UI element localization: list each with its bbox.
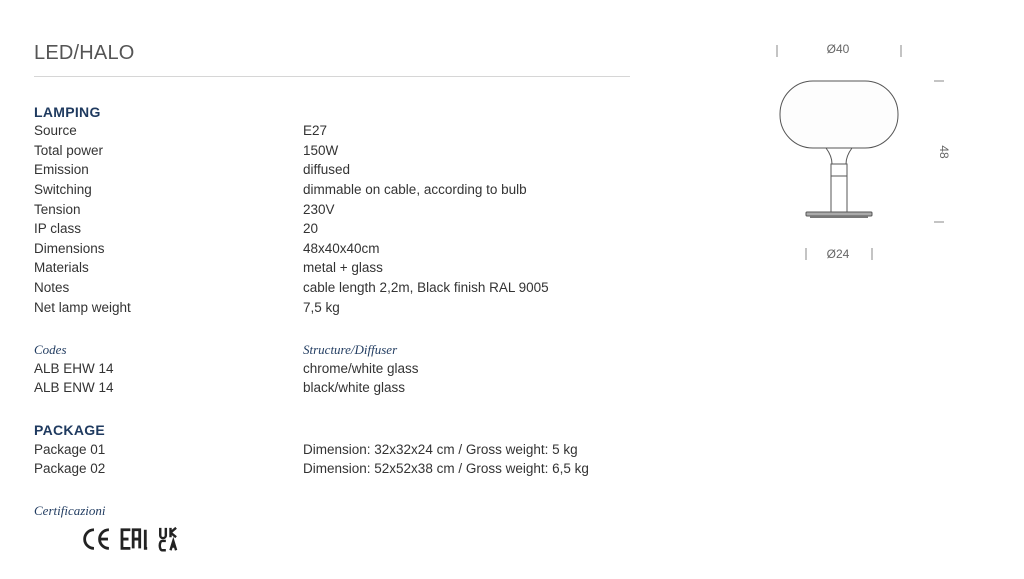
dim-width-top: Ø40 xyxy=(826,42,850,56)
codes-label: Codes xyxy=(34,342,67,357)
package-row xyxy=(34,461,634,481)
code-row xyxy=(34,361,634,381)
certifications-label: Certificazioni xyxy=(34,503,106,518)
code-key: ALB EHW 14 xyxy=(34,361,114,376)
dim-height: 48 xyxy=(937,145,951,159)
lamp-globe xyxy=(780,81,898,148)
code-value: chrome/white glass xyxy=(303,361,419,376)
structure-diffuser-label: Structure/Diffuser xyxy=(303,342,398,357)
ce-mark-icon xyxy=(85,530,109,549)
spec-row-source xyxy=(34,123,634,143)
spec-value: diffused xyxy=(303,162,351,177)
spec-key: IP class xyxy=(34,221,82,236)
product-dimension-drawing xyxy=(760,36,960,271)
spec-key: Source xyxy=(34,123,77,138)
spec-row-materials xyxy=(34,260,634,280)
eac-mark-icon xyxy=(122,530,147,549)
spec-row-emission xyxy=(34,162,634,182)
spec-value: 150W xyxy=(303,143,339,158)
spec-key: Switching xyxy=(34,182,92,197)
spec-row-total-power xyxy=(34,143,634,163)
dim-width-base: Ø24 xyxy=(826,247,850,261)
spec-key: Emission xyxy=(34,162,89,177)
lamp-stem-lower xyxy=(831,176,847,212)
page-title: LED/HALO xyxy=(34,42,135,64)
spec-value: dimmable on cable, according to bulb xyxy=(303,182,527,197)
package-key: Package 02 xyxy=(34,461,106,476)
spec-key: Dimensions xyxy=(34,241,105,256)
lamp-base xyxy=(806,212,872,216)
spec-value: 48x40x40cm xyxy=(303,241,380,256)
spec-row-net-weight xyxy=(34,300,634,320)
package-row xyxy=(34,442,634,462)
code-key: ALB ENW 14 xyxy=(34,380,114,395)
code-value: black/white glass xyxy=(303,380,406,395)
spec-value: 230V xyxy=(303,202,335,217)
spec-value: metal + glass xyxy=(303,260,383,275)
package-value: Dimension: 52x52x38 cm / Gross weight: 6,5 kg xyxy=(303,461,589,476)
spec-value: 7,5 kg xyxy=(303,300,340,315)
spec-key: Notes xyxy=(34,280,70,295)
spec-row-dimensions xyxy=(34,241,634,261)
title-divider xyxy=(34,76,630,77)
spec-key: Materials xyxy=(34,260,89,275)
code-row xyxy=(34,380,634,400)
lamping-heading: LAMPING xyxy=(34,104,101,120)
spec-row-tension xyxy=(34,202,634,222)
package-value: Dimension: 32x32x24 cm / Gross weight: 5 kg xyxy=(303,442,578,457)
spec-row-ip-class xyxy=(34,221,634,241)
spec-value: cable length 2,2m, Black finish RAL 9005 xyxy=(303,280,549,295)
lamp-base-foot xyxy=(810,216,868,218)
spec-value: 20 xyxy=(303,221,319,236)
spec-value: E27 xyxy=(303,123,328,138)
lamp-stem-upper xyxy=(831,164,847,176)
package-key: Package 01 xyxy=(34,442,106,457)
spec-key: Tension xyxy=(34,202,81,217)
spec-key: Total power xyxy=(34,143,104,158)
ukca-mark-icon xyxy=(160,528,176,550)
spec-key: Net lamp weight xyxy=(34,300,131,315)
lamp-neck xyxy=(826,148,852,164)
spec-row-notes xyxy=(34,280,634,300)
spec-row-switching xyxy=(34,182,634,202)
package-heading: PACKAGE xyxy=(34,422,106,438)
certification-marks xyxy=(78,526,193,554)
